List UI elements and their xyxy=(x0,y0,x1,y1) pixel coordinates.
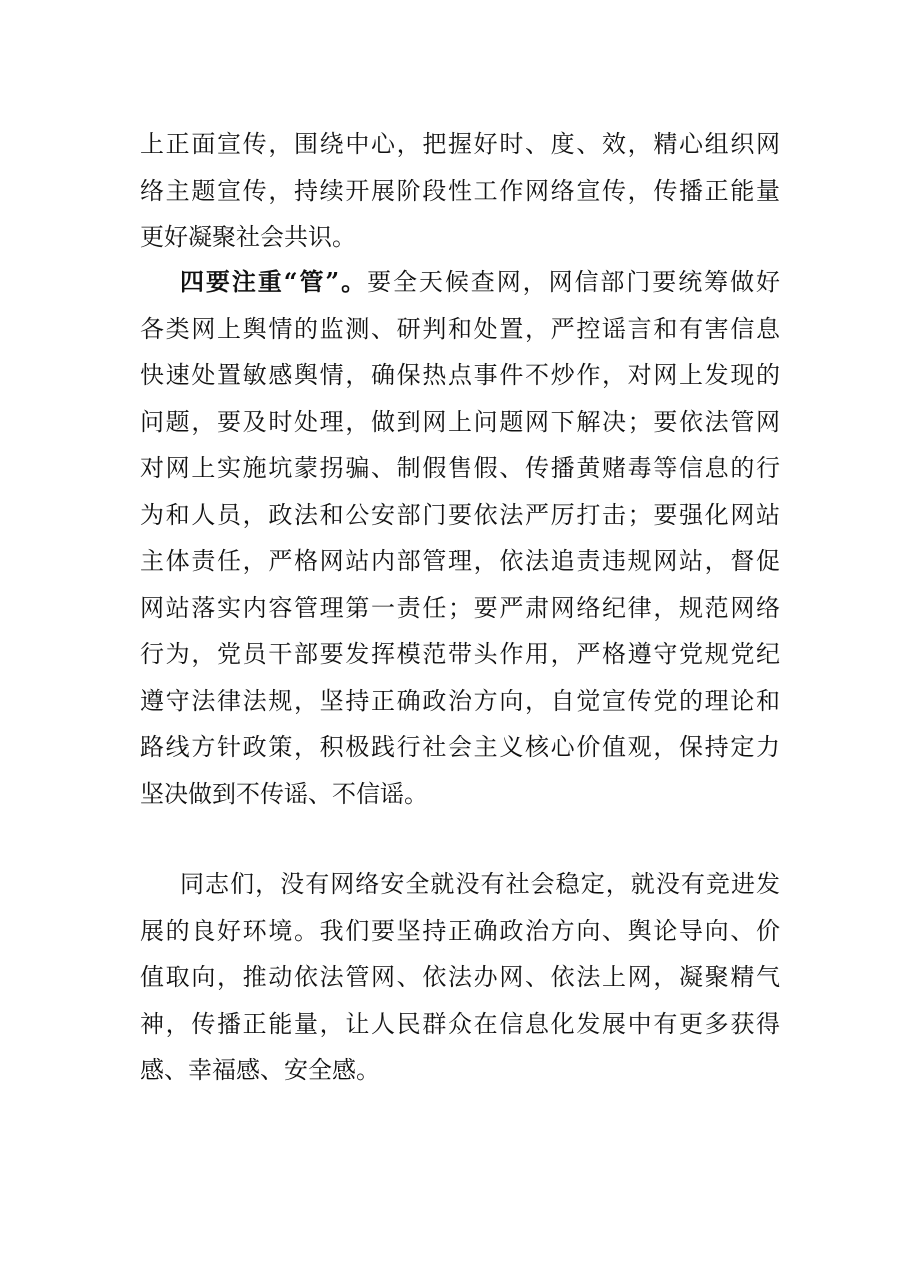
paragraph-line: 更好凝聚社会共识。 xyxy=(140,223,356,251)
paragraph-line: 问题，要及时处理，做到网上问题网下解决；要依法管网 xyxy=(140,407,780,436)
paragraph-line: 对网上实施坑蒙拐骗、制假售假、传播黄赌毒等信息的行 xyxy=(140,454,780,482)
paragraph-3 xyxy=(140,861,780,1094)
paragraph-first-line xyxy=(140,259,780,306)
paragraph-text: 要全天候查网，网信部门要统筹做好 xyxy=(367,268,781,296)
paragraph-line: 坚决做到不传谣、不信谣。 xyxy=(140,779,428,808)
section-heading: 四要注重“管”。 xyxy=(180,267,368,296)
paragraph-line: 络主题宣传，持续开展阶段性工作网络宣传，传播正能量 xyxy=(140,176,780,205)
paragraph-line: 行为，党员干部要发挥模范带头作用，严格遵守党规党纪 xyxy=(140,640,780,668)
paragraph-line: 路线方针政策，积极践行社会主义核心价值观，保持定力 xyxy=(140,733,780,761)
paragraph-line: 神，传播正能量，让人民群众在信息化发展中有更多获得 xyxy=(140,1009,780,1038)
paragraph-line: 值取向，推动依法管网、依法办网、依法上网，凝聚精气 xyxy=(140,963,780,991)
paragraph-line: 各类网上舆情的监测、研判和处置，严控谣言和有害信息 xyxy=(140,314,780,343)
paragraph-first-line: 同志们，没有网络安全就没有社会稳定，就没有竞进发 xyxy=(180,870,780,898)
paragraph-line: 感、幸福感、安全感。 xyxy=(140,1056,380,1084)
paragraph-2 xyxy=(140,259,780,817)
paragraph-1 xyxy=(140,121,780,261)
paragraph-line: 遵守法律法规，坚持正确政治方向，自觉宣传党的理论和 xyxy=(140,686,780,715)
paragraph-line: 快速处置敏感舆情，确保热点事件不炒作，对网上发现的 xyxy=(140,361,780,389)
paragraph-line: 上正面宣传，围绕中心，把握好时、度、效，精心组织网 xyxy=(140,130,780,158)
paragraph-line: 为和人员，政法和公安部门要依法严厉打击；要强化网站 xyxy=(140,500,780,529)
paragraph-line: 展的良好环境。我们要坚持正确政治方向、舆论导向、价 xyxy=(140,916,780,945)
paragraph-line: 网站落实内容管理第一责任；要严肃网络纪律，规范网络 xyxy=(140,593,780,622)
paragraph-line: 主体责任，严格网站内部管理，依法追责违规网站，督促 xyxy=(140,547,780,575)
